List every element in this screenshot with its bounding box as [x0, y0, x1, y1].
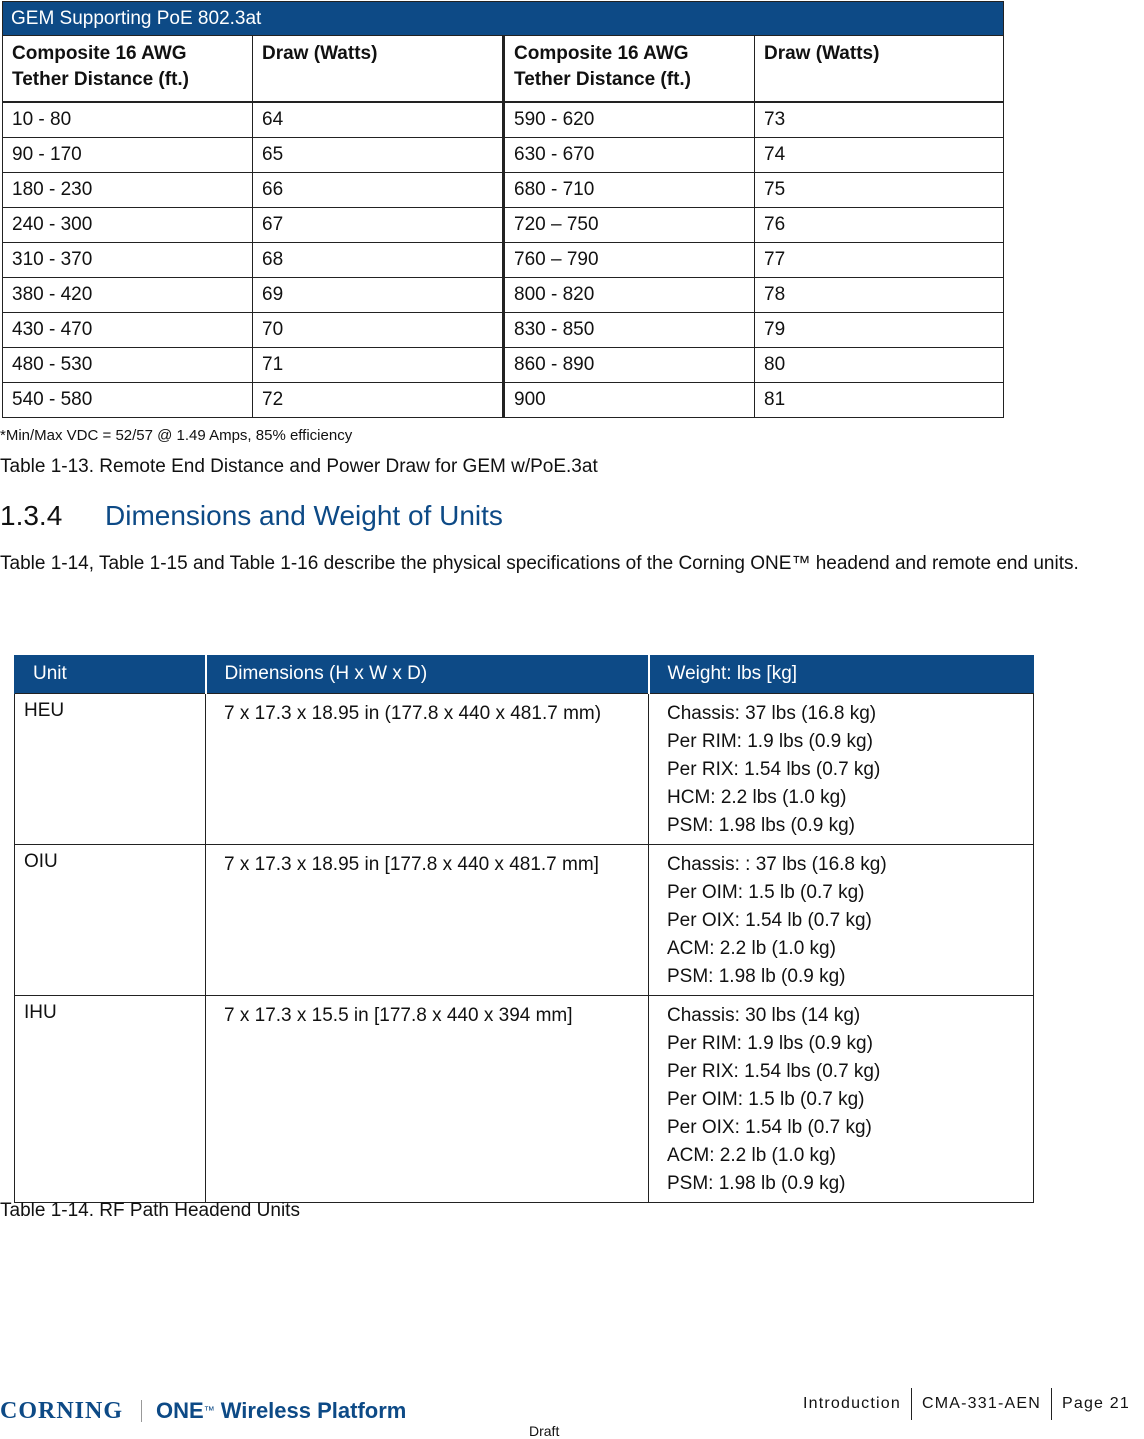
- logo-trademark: ™: [203, 1405, 215, 1417]
- table-row: [3, 313, 1004, 348]
- distance-cell: 430 - 470: [3, 313, 253, 348]
- section-title: Dimensions and Weight of Units: [105, 500, 503, 531]
- unit-cell: IHU: [15, 996, 206, 1203]
- distance-cell: 760 – 790: [504, 243, 755, 278]
- distance-cell: 860 - 890: [504, 348, 755, 383]
- draw-cell: 74: [755, 138, 1004, 173]
- distance-cell: 680 - 710: [504, 173, 755, 208]
- header-unit: Unit: [15, 655, 206, 694]
- distance-cell: 900: [504, 383, 755, 418]
- distance-cell: 180 - 230: [3, 173, 253, 208]
- draft-label: Draft: [529, 1423, 560, 1439]
- weight-line: Chassis: 30 lbs (14 kg): [667, 1005, 861, 1026]
- distance-cell: 830 - 850: [504, 313, 755, 348]
- distance-cell: 720 – 750: [504, 208, 755, 243]
- table-header-row: [15, 655, 1034, 694]
- weight-cell: [649, 996, 1034, 1203]
- draw-cell: 65: [253, 138, 504, 173]
- distance-cell: 10 - 80: [3, 102, 253, 138]
- draw-cell: 81: [755, 383, 1004, 418]
- logo-wireless-platform: Wireless Platform: [220, 1398, 407, 1423]
- table-row: [15, 996, 1034, 1203]
- table-footnote: *Min/Max VDC = 52/57 @ 1.49 Amps, 85% efficiency: [0, 427, 353, 444]
- distance-cell: 380 - 420: [3, 278, 253, 313]
- table-row: [3, 102, 1004, 138]
- logo-divider: [141, 1400, 142, 1422]
- logo-one-wordmark: ONE: [156, 1398, 204, 1423]
- corning-one-logo: [0, 1396, 406, 1426]
- table-row: [15, 845, 1034, 996]
- weight-line: Chassis: 37 lbs (16.8 kg): [667, 703, 877, 724]
- weight-line: PSM: 1.98 lbs (0.9 kg): [667, 815, 855, 836]
- weight-line: PSM: 1.98 lb (0.9 kg): [667, 966, 846, 987]
- weight-line: Per OIX: 1.54 lb (0.7 kg): [667, 910, 872, 931]
- headend-units-table: [14, 655, 1034, 1203]
- weight-line: ACM: 2.2 lb (1.0 kg): [667, 1145, 836, 1166]
- weight-cell: [649, 845, 1034, 996]
- distance-cell: 90 - 170: [3, 138, 253, 173]
- draw-cell: 69: [253, 278, 504, 313]
- weight-line: Per OIX: 1.54 lb (0.7 kg): [667, 1117, 872, 1138]
- header-draw-2: Draw (Watts): [755, 36, 1004, 103]
- draw-cell: 80: [755, 348, 1004, 383]
- draw-cell: 79: [755, 313, 1004, 348]
- table-caption: Table 1-13. Remote End Distance and Power Draw for GEM w/PoE.3at: [0, 456, 598, 477]
- unit-cell: HEU: [15, 694, 206, 845]
- footer-page-number: Page 21: [1051, 1388, 1140, 1420]
- table-row: [3, 278, 1004, 313]
- logo-corning-wordmark: CORNING: [0, 1397, 124, 1424]
- distance-cell: 310 - 370: [3, 243, 253, 278]
- section-number: 1.3.4: [0, 500, 63, 531]
- draw-cell: 68: [253, 243, 504, 278]
- dimensions-cell: 7 x 17.3 x 18.95 in [177.8 x 440 x 481.7 mm]: [206, 845, 649, 996]
- weight-line: Per OIM: 1.5 lb (0.7 kg): [667, 882, 865, 903]
- draw-cell: 78: [755, 278, 1004, 313]
- distance-power-table: [2, 1, 1004, 418]
- draw-cell: 77: [755, 243, 1004, 278]
- page-footer: [793, 1388, 1140, 1420]
- table-row: [3, 138, 1004, 173]
- distance-cell: 540 - 580: [3, 383, 253, 418]
- weight-cell: [649, 694, 1034, 845]
- footer-section: Introduction: [802, 1395, 901, 1412]
- dimensions-cell: 7 x 17.3 x 18.95 in (177.8 x 440 x 481.7 mm): [206, 694, 649, 845]
- distance-cell: 630 - 670: [504, 138, 755, 173]
- weight-line: Per OIM: 1.5 lb (0.7 kg): [667, 1089, 865, 1110]
- draw-cell: 72: [253, 383, 504, 418]
- weight-line: Chassis: : 37 lbs (16.8 kg): [667, 854, 887, 875]
- section-intro: Table 1-14, Table 1-15 and Table 1-16 describe the physical specifications of the Corning ONE™ headend and remote end units.: [0, 553, 1079, 574]
- header-distance-1: Composite 16 AWG Tether Distance (ft.): [3, 36, 253, 103]
- weight-line: PSM: 1.98 lb (0.9 kg): [667, 1173, 846, 1194]
- distance-cell: 800 - 820: [504, 278, 755, 313]
- table-row: [3, 348, 1004, 383]
- dimensions-cell: 7 x 17.3 x 15.5 in [177.8 x 440 x 394 mm]: [206, 996, 649, 1203]
- table-header-row: [3, 36, 1004, 103]
- table-banner: GEM Supporting PoE 802.3at: [3, 2, 1004, 36]
- distance-cell: 590 - 620: [504, 102, 755, 138]
- weight-line: Per RIM: 1.9 lbs (0.9 kg): [667, 1033, 873, 1054]
- table-row: [3, 173, 1004, 208]
- unit-cell: OIU: [15, 845, 206, 996]
- draw-cell: 70: [253, 313, 504, 348]
- table-row: [3, 243, 1004, 278]
- footer-doc-id: CMA-331-AEN: [911, 1388, 1051, 1420]
- header-draw-1: Draw (Watts): [253, 36, 504, 103]
- header-dimensions: Dimensions (H x W x D): [206, 655, 649, 694]
- draw-cell: 64: [253, 102, 504, 138]
- weight-line: Per RIM: 1.9 lbs (0.9 kg): [667, 731, 873, 752]
- draw-cell: 75: [755, 173, 1004, 208]
- weight-line: Per RIX: 1.54 lbs (0.7 kg): [667, 1061, 881, 1082]
- draw-cell: 71: [253, 348, 504, 383]
- distance-cell: 480 - 530: [3, 348, 253, 383]
- draw-cell: 73: [755, 102, 1004, 138]
- table-row: [15, 694, 1034, 845]
- table-caption: Table 1-14. RF Path Headend Units: [0, 1200, 300, 1221]
- draw-cell: 66: [253, 173, 504, 208]
- header-distance-2: Composite 16 AWG Tether Distance (ft.): [504, 36, 755, 103]
- table-row: [3, 208, 1004, 243]
- weight-line: ACM: 2.2 lb (1.0 kg): [667, 938, 836, 959]
- table-row: [3, 383, 1004, 418]
- draw-cell: 67: [253, 208, 504, 243]
- distance-cell: 240 - 300: [3, 208, 253, 243]
- weight-line: Per RIX: 1.54 lbs (0.7 kg): [667, 759, 881, 780]
- header-weight: Weight: lbs [kg]: [649, 655, 1034, 694]
- draw-cell: 76: [755, 208, 1004, 243]
- weight-line: HCM: 2.2 lbs (1.0 kg): [667, 787, 847, 808]
